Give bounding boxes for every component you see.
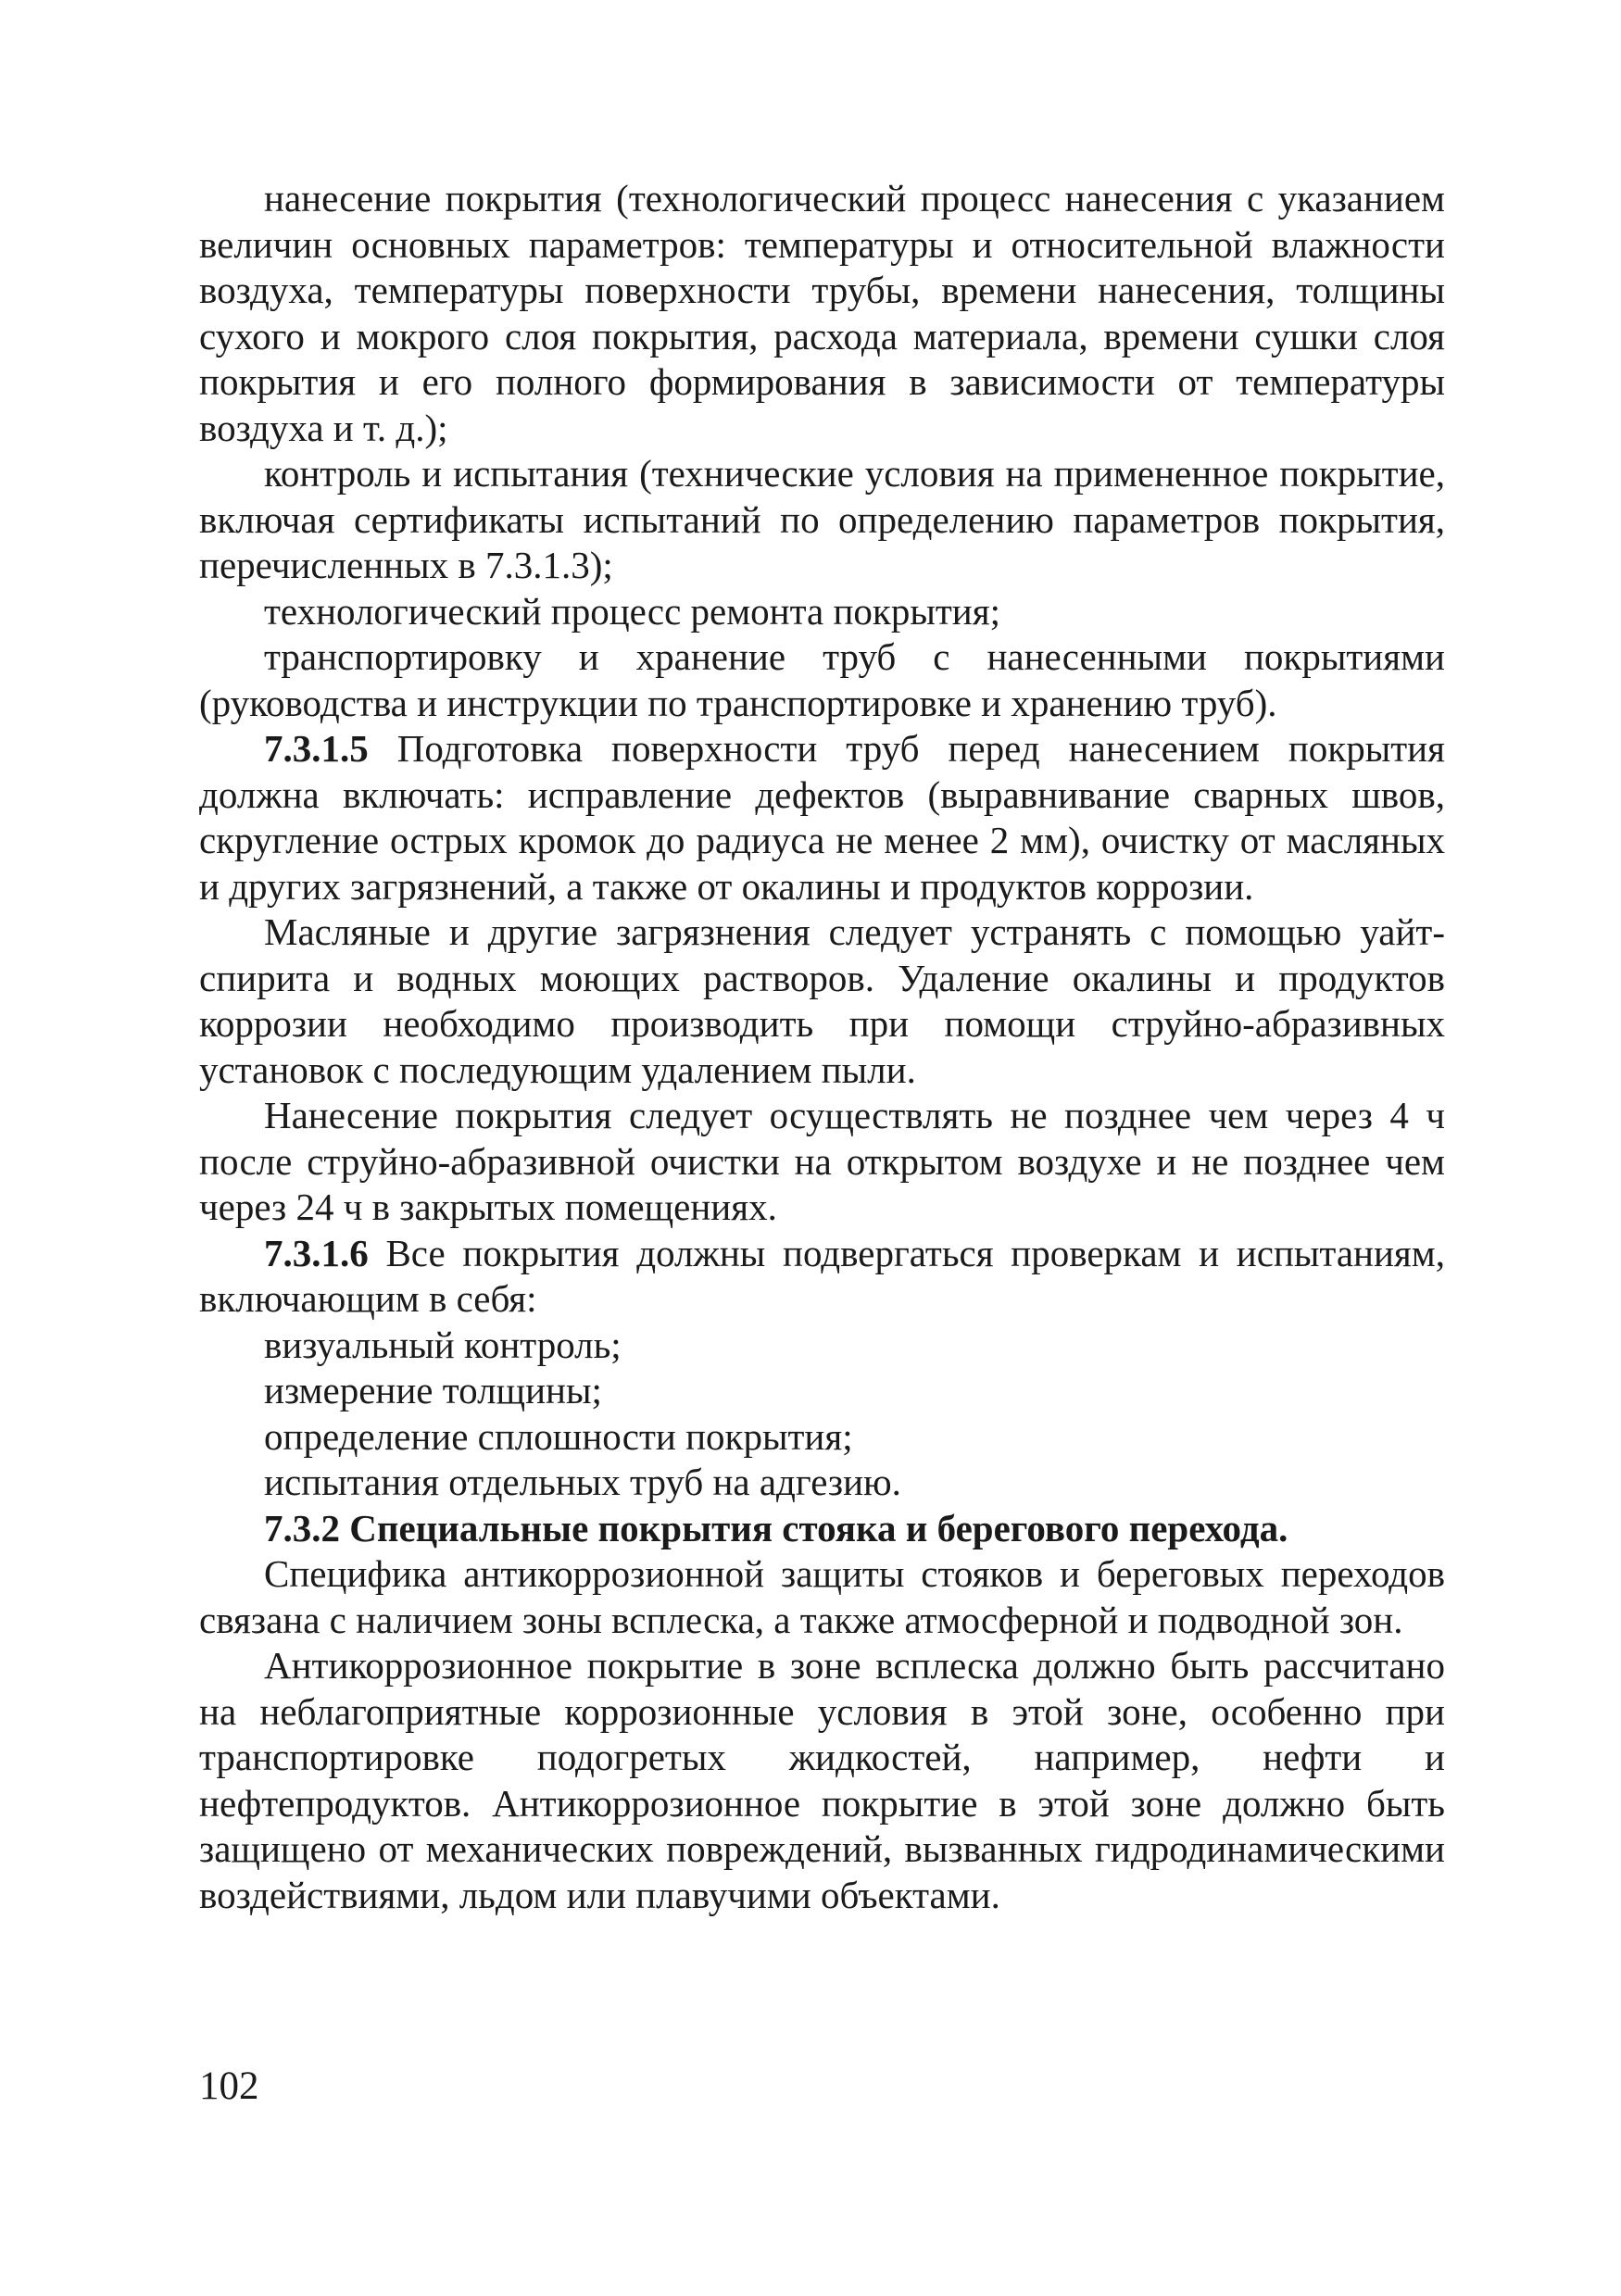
section-heading-7-3-2 <box>199 1506 1445 1552</box>
list-item-continuity <box>199 1414 1445 1461</box>
section-number: 7.3.1.5 <box>264 727 369 770</box>
list-item-visual-control <box>199 1323 1445 1369</box>
paragraph-contaminants <box>199 910 1445 1093</box>
paragraph-text: нанесение покрытия (технологический процесс нанесения с указанием величин основных параметров: температуры и относительной влажности воздуха, температуры поверхности трубы, времени нанесения, толщины сухого и мокрого слоя покрытия, расхода материала, времени сушки слоя покрытия и его полного формирования в зависимости от температуры воздуха и т. д.); <box>199 177 1445 449</box>
paragraph-control-testing <box>199 451 1445 589</box>
page-number: 102 <box>199 2064 259 2108</box>
paragraph-text: определение сплошности покрытия; <box>264 1414 853 1458</box>
paragraph-text: визуальный контроль; <box>264 1323 622 1366</box>
paragraph-7-3-1-5 <box>199 726 1445 910</box>
paragraph-riser-specifics <box>199 1551 1445 1643</box>
paragraph-text: контроль и испытания (технические условия на примененное покрытие, включая сертификаты испытаний по определению параметров покрытия, перечисленных в 7.3.1.3); <box>199 452 1445 586</box>
paragraph-text: транспортировку и хранение труб с нанесенными покрытиями (руководства и инструкции по транспортировке и хранению труб). <box>199 635 1445 724</box>
paragraph-timing <box>199 1093 1445 1231</box>
paragraph-text: Масляные и другие загрязнения следует устранять с помощью уайт-спирита и водных моющих растворов. Удаление окалины и продуктов коррозии необходимо производить при помощи струйно-абразивных установок с последующим удалением пыли. <box>199 910 1445 1091</box>
paragraph-splash-zone <box>199 1643 1445 1918</box>
paragraph-7-3-1-6 <box>199 1231 1445 1323</box>
list-item-adhesion <box>199 1460 1445 1506</box>
paragraph-text: технологический процесс ремонта покрытия; <box>264 589 1000 633</box>
paragraph-text: испытания отдельных труб на адгезию. <box>264 1461 901 1503</box>
section-number: 7.3.1.6 <box>264 1231 369 1274</box>
paragraph-text: Все покрытия должны подвергаться проверкам и испытаниям, включающим в себя: <box>199 1231 1445 1320</box>
paragraph-text: Нанесение покрытия следует осуществлять не позднее чем через 4 ч после струйно-абразивной очистки на открытом воздухе и не позднее чем через 24 ч в закрытых помещениях. <box>199 1094 1445 1228</box>
paragraph-text: измерение толщины; <box>264 1369 602 1411</box>
body-text <box>199 176 1445 1918</box>
paragraph-coating-application <box>199 176 1445 451</box>
paragraph-text: Подготовка поверхности труб перед нанесением покрытия должна включать: исправление дефектов (выравнивание сварных швов, скругление острых кромок до радиуса не менее 2 мм), очистку от масляных и других загрязнений, а также от окалины и продуктов коррозии. <box>199 727 1445 908</box>
heading-text: 7.3.2 Специальные покрытия стояка и берегового перехода. <box>264 1506 1288 1549</box>
paragraph-text: Антикоррозионное покрытие в зоне всплеска должно быть рассчитано на неблагоприятные коррозионные условия в этой зоне, особенно при транспортировке подогретых жидкостей, например, нефти и нефтепродуктов. Антикоррозионное покрытие в этой зоне должно быть защищено от механических повреждений, вызванных гидродинамическими воздействиями, льдом или плавучими объектами. <box>199 1644 1445 1916</box>
list-item-thickness <box>199 1368 1445 1414</box>
paragraph-transport-storage <box>199 634 1445 726</box>
paragraph-repair-process <box>199 589 1445 635</box>
paragraph-text: Специфика антикоррозионной защиты стояков и береговых переходов связана с наличием зоны всплеска, а также атмосферной и подводной зон. <box>199 1552 1445 1641</box>
